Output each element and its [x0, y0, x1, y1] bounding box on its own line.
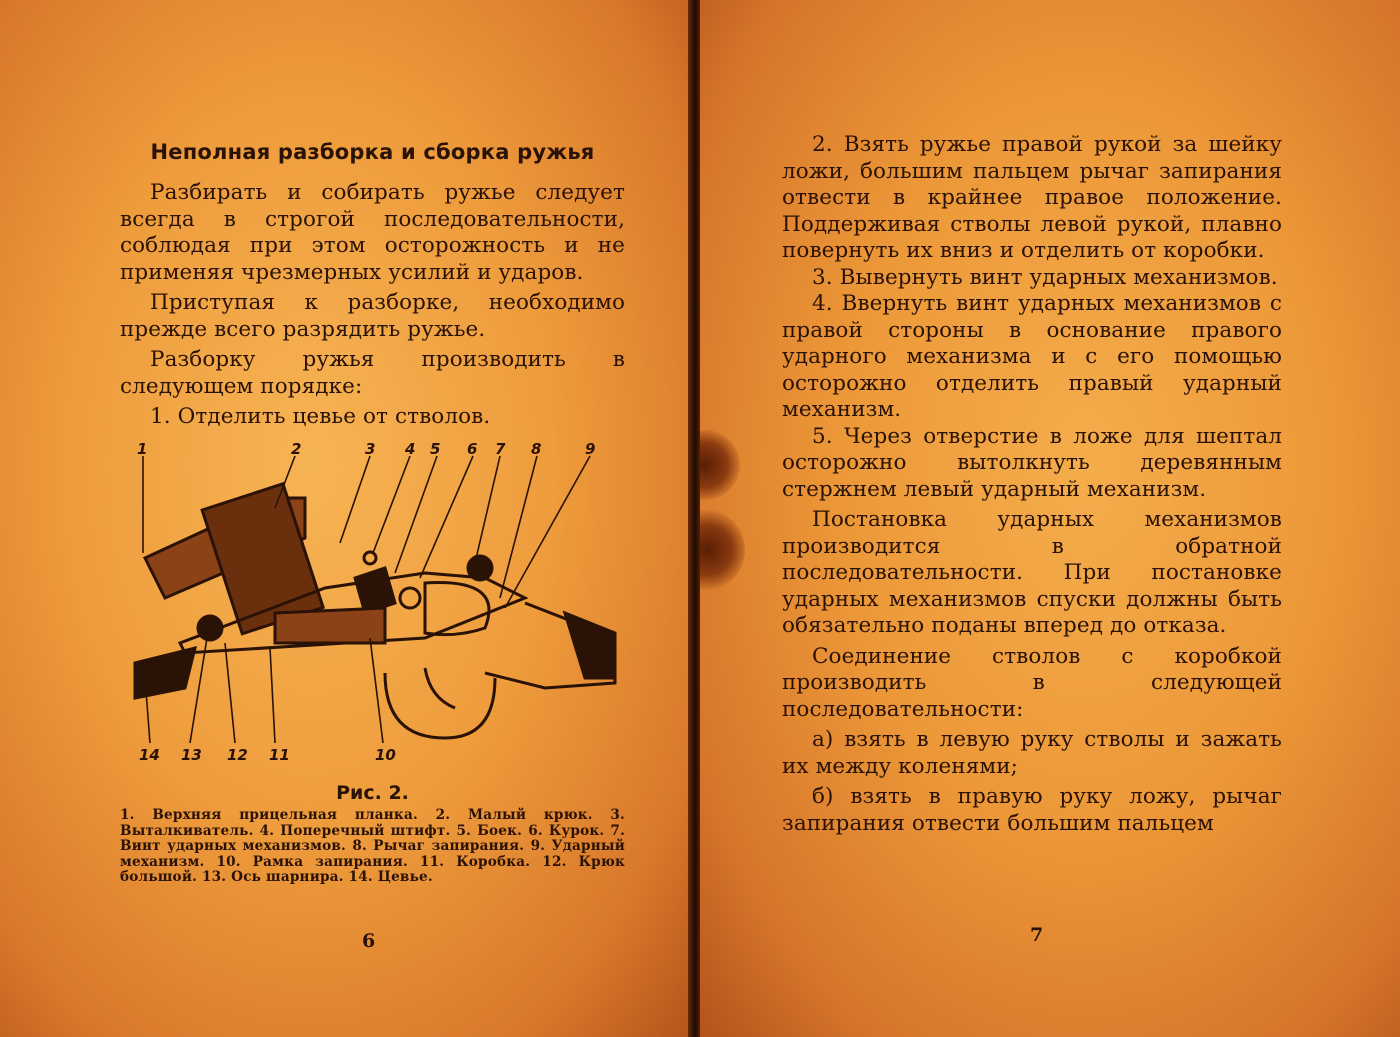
figure-caption: 1. Верхняя прицельная планка. 2. Малый крюк. 3. Выталкиватель. 4. Поперечный штифт. 5. Боек. 6. Курок. 7. Винт ударных механизмов. 8. Рычаг запирания. 9. Ударный механизм. 10. Рамка запирания. 11. Коробка. 12. Крюк большой. 13. Ось шарнира. 14. Цевье. [120, 807, 625, 885]
paragraph: 5. Через отверстие в ложе для шептал осторожно вытолкнуть деревянным стержнем левый ударный механизм. [782, 423, 1282, 502]
label-9: 9 [585, 440, 596, 458]
page-number-right: 7 [1030, 924, 1044, 946]
label-5: 5 [430, 440, 441, 458]
paragraph: Постановка ударных механизмов производится в обратной последовательности. При постановке ударных механизмов спуски должны быть обязательно поданы вперед до отказа. [782, 507, 1282, 638]
left-page-text [120, 140, 625, 431]
lever-shape [355, 568, 395, 613]
paragraph: Разборку ружья производить в следующем порядке: [120, 347, 625, 399]
label-14: 14 [139, 746, 160, 764]
left-page [0, 0, 690, 1037]
screw-shape [468, 556, 492, 580]
paragraph: Приступая к разборке, необходимо прежде всего разрядить ружье. [120, 290, 625, 342]
label-7: 7 [495, 440, 506, 458]
stain-bottom [700, 510, 745, 590]
right-page-text [782, 132, 1282, 837]
hinge-pin-shape [198, 616, 222, 640]
label-10: 10 [375, 746, 396, 764]
pin-shape [364, 552, 376, 564]
label-6: 6 [467, 440, 478, 458]
hinge-block-shape [275, 608, 385, 643]
lock-plate-shape [425, 583, 489, 635]
paragraph: 2. Взять ружье правой рукой за шейку ложи, большим пальцем рычаг запирания отвести в крайнее правое положение. Поддерживая стволы левой рукой, плавно повернуть их вниз и отделить от коробки. [782, 132, 1282, 263]
forend-shape [135, 648, 195, 698]
label-13: 13 [181, 746, 202, 764]
paragraph: 4. Ввернуть винт ударных механизмов с правой стороны в основание правого ударного механизма и с его помощью осторожно отделить правый ударный механизм. [782, 291, 1282, 422]
label-1: 1 [137, 440, 148, 458]
label-8: 8 [531, 440, 542, 458]
paragraph: б) взять в правую руку ложу, рычаг запирания отвести большим пальцем [782, 784, 1282, 836]
label-3: 3 [365, 440, 376, 458]
paragraph: а) взять в левую руку стволы и зажать их между коленями; [782, 727, 1282, 779]
shotgun-diagram [125, 438, 625, 768]
page-number-left: 6 [362, 930, 376, 952]
stock-dark-shape [565, 613, 615, 678]
stain-top [700, 430, 740, 500]
label-11: 11 [269, 746, 290, 764]
label-4: 4 [405, 440, 416, 458]
paragraph: 1. Отделить цевье от стволов. [150, 404, 491, 429]
shotgun-drawing [125, 438, 625, 768]
paragraph: Соединение стволов с коробкой производить в следующей последовательности: [782, 643, 1282, 722]
trigger-guard-shape [385, 673, 495, 738]
trigger-shape [425, 668, 455, 708]
label-12: 12 [227, 746, 248, 764]
section-heading: Неполная разборка и сборка ружья [150, 140, 595, 164]
paragraph: 3. Вывернуть винт ударных механизмов. [812, 264, 1278, 290]
hammer-shape [400, 588, 420, 608]
label-2: 2 [291, 440, 302, 458]
paragraph: Разбирать и собирать ружье следует всегда в строгой последовательности, соблюдая при этом осторожность и не применяя чрезмерных усилий и ударов. [120, 180, 625, 285]
figure-title: Рис. 2. [336, 782, 409, 804]
